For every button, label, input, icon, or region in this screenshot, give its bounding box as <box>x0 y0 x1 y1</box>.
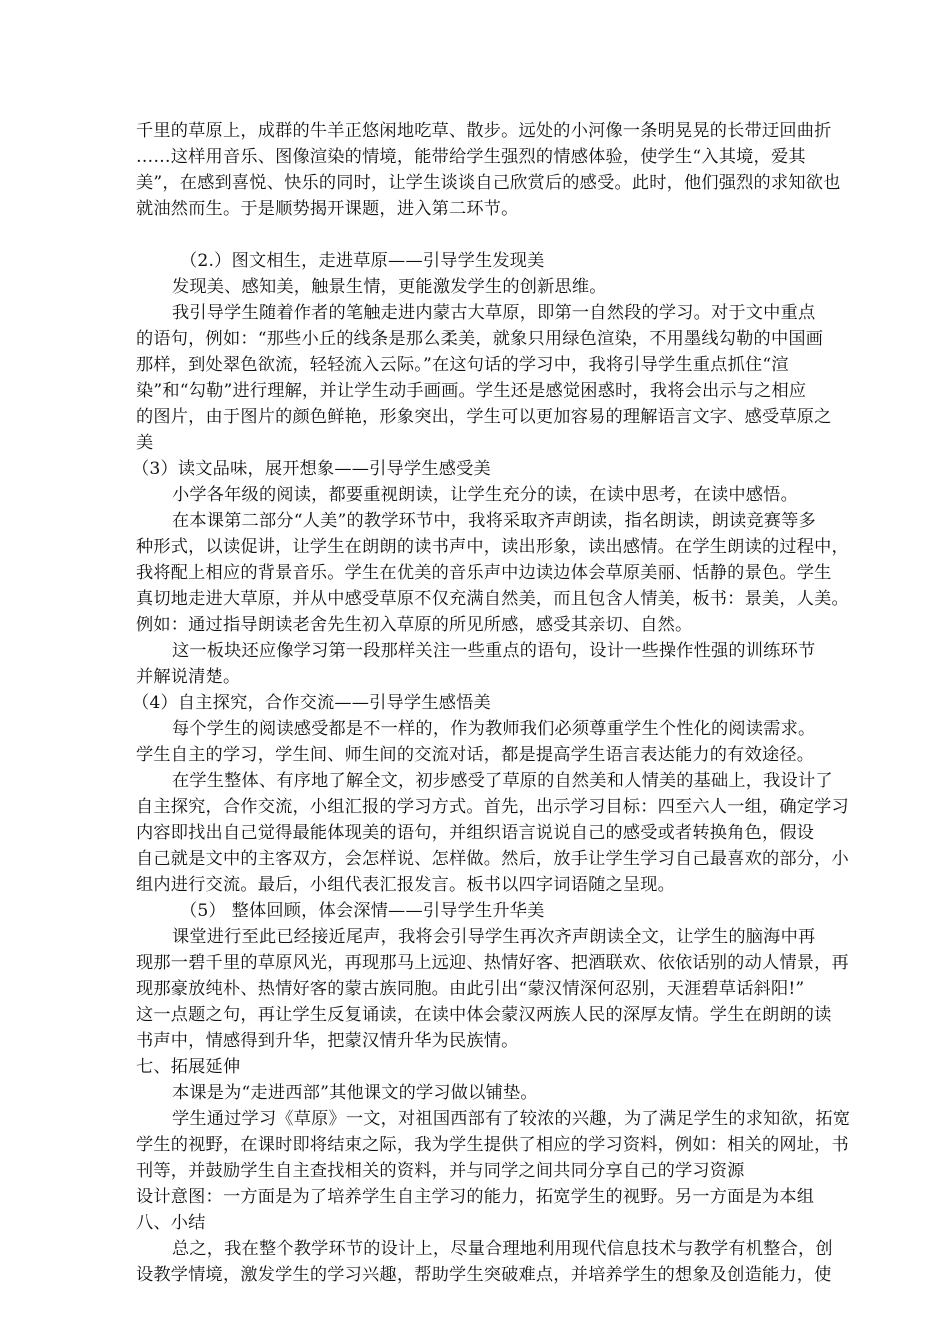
text-line: 例如：通过指导朗读老舍先生初入草原的所见所感，感受其亲切、自然。 <box>136 615 693 635</box>
text-line: （4）自主探究，合作交流——引导学生感悟美 <box>132 693 491 713</box>
text-line: 自主探究，合作交流，小组汇报的学习方式。首先，出示学习目标：四至六人一组，确定学习 <box>136 797 849 817</box>
text-line: 组内进行交流。最后，小组代表汇报发言。板书以四字词语随之呈现。 <box>136 875 676 895</box>
text-line: 学生的视野，在课时即将结束之际，我为学生提供了相应的学习资料，例如：相关的网址，书 <box>136 1135 849 1155</box>
text-line: 我将配上相应的背景音乐。学生在优美的音乐声中边读边体会草原美丽、恬静的景色。学生 <box>136 563 832 583</box>
text-line: 本课是为“走进西部”其他课文的学习做以铺垫。 <box>172 1083 538 1103</box>
text-line: 千里的草原上，成群的牛羊正悠闲地吃草、散步。远处的小河像一条明晃晃的长带迂回曲折 <box>136 121 832 141</box>
paragraph-gap <box>136 222 886 248</box>
text-line: 那样，到处翠色欲流，轻轻流入云际。”在这句话的学习中，我将引导学生重点抓住“渲 <box>136 355 789 375</box>
text-line: 八、小结 <box>136 1213 206 1233</box>
text-line: 现那一碧千里的草原风光，再现那马上远迎、热情好客、把酒联欢、依依话别的动人情景，再 <box>136 953 849 973</box>
text-line: 美”，在感到喜悦、快乐的同时，让学生谈谈自己欣赏后的感受。此时，他们强烈的求知欲也 <box>136 173 841 193</box>
text-line: 设教学情境，激发学生的学习兴趣，帮助学生突破难点，并培养学生的想象及创造能力，使 <box>136 1265 832 1285</box>
text-line: 七、拓展延伸 <box>136 1057 241 1077</box>
text-line: 的语句，例如：“那些小丘的线条是那么柔美，就象只用绿色渲染，不用墨线勾勒的中国画 <box>136 329 824 349</box>
text-line: 真切地走进大草原，并从中感受草原不仅充满自然美，而且包含人情美，板书：景美，人美。 <box>136 589 849 609</box>
text-line: （2.）图文相生，走进草原——引导学生发现美 <box>180 251 545 271</box>
text-line: 我引导学生随着作者的笔触走进内蒙古大草原，即第一自然段的学习。对于文中重点 <box>172 303 816 323</box>
text-line: 在学生整体、有序地了解全文，初步感受了草原的自然美和人情美的基础上，我设计了 <box>172 771 833 791</box>
text-line: （3）读文品味，展开想象——引导学生感受美 <box>132 459 491 479</box>
text-line: 发现美、感知美，触景生情，更能激发学生的创新思维。 <box>172 277 607 297</box>
text-line: 并解说清楚。 <box>136 667 241 687</box>
text-line: 书声中，情感得到升华，把蒙汉情升华为民族情。 <box>136 1031 519 1051</box>
text-line: 课堂进行至此已经接近尾声，我将会引导学生再次齐声朗读全文，让学生的脑海中再 <box>172 927 816 947</box>
text-line: （5） 整体回顾，体会深情——引导学生升华美 <box>180 901 545 921</box>
text-line: 自己就是文中的主客双方，会怎样说、怎样做。然后，放手让学生学习自己最喜欢的部分，小 <box>136 849 849 869</box>
text-line: 的图片，由于图片的颜色鲜艳，形象突出，学生可以更加容易的理解语言文字、感受草原之 <box>136 407 832 427</box>
text-line: 现那豪放纯朴、热情好客的蒙古族同胞。由此引出“蒙汉情深何忍别，天涯碧草话斜阳!” <box>136 979 805 999</box>
text-line: 每个学生的阅读感受都是不一样的，作为教师我们必须尊重学生个性化的阅读需求。 <box>172 719 816 739</box>
text-line: 这一点题之句，再让学生反复诵读，在读中体会蒙汉两族人民的深厚友情。学生在朗朗的读 <box>136 1005 832 1025</box>
text-line: 就油然而生。于是顺势揭开课题，进入第二环节。 <box>136 199 519 219</box>
text-line: 设计意图：一方面是为了培养学生自主学习的能力，拓宽学生的视野。另一方面是为本组 <box>136 1187 815 1207</box>
text-line: 学生通过学习《草原》一文，对祖国西部有了较浓的兴趣，为了满足学生的求知欲，拓宽 <box>172 1109 851 1129</box>
text-line: ……这样用音乐、图像渲染的情境，能带给学生强烈的情感体验，使学生“入其境，爱其 <box>136 147 806 167</box>
text-line: 内容即找出自己觉得最能体现美的语句，并组织语言说说自己的感受或者转换角色，假设 <box>136 823 815 843</box>
text-line: 种形式，以读促讲，让学生在朗朗的读书声中，读出形象，读出感情。在学生朗读的过程中， <box>136 537 849 557</box>
text-line: 染”和“勾勒”进行理解，并让学生动手画画。学生还是感觉困惑时，我将会出示与之相应 <box>136 381 807 401</box>
text-line: 小学各年级的阅读，都要重视朗读，让学生充分的读，在读中思考，在读中感悟。 <box>172 485 798 505</box>
text-line: 美 <box>136 433 154 453</box>
text-line: 这一板块还应像学习第一段那样关注一些重点的语句，设计一些操作性强的训练环节 <box>172 641 816 661</box>
text-line: 刊等，并鼓励学生自主查找相关的资料，并与同学之间共同分享自己的学习资源 <box>136 1161 745 1181</box>
text-line: 在本课第二部分“人美”的教学环节中，我将采取齐声朗读，指名朗读，朗读竞赛等多 <box>172 511 816 531</box>
text-line: 总之，我在整个教学环节的设计上，尽量合理地利用现代信息技术与教学有机整合，创 <box>172 1239 833 1259</box>
text-line: 学生自主的学习，学生间、师生间的交流对话，都是提高学生语言表达能力的有效途径。 <box>136 745 815 765</box>
document-page <box>132 118 886 1288</box>
